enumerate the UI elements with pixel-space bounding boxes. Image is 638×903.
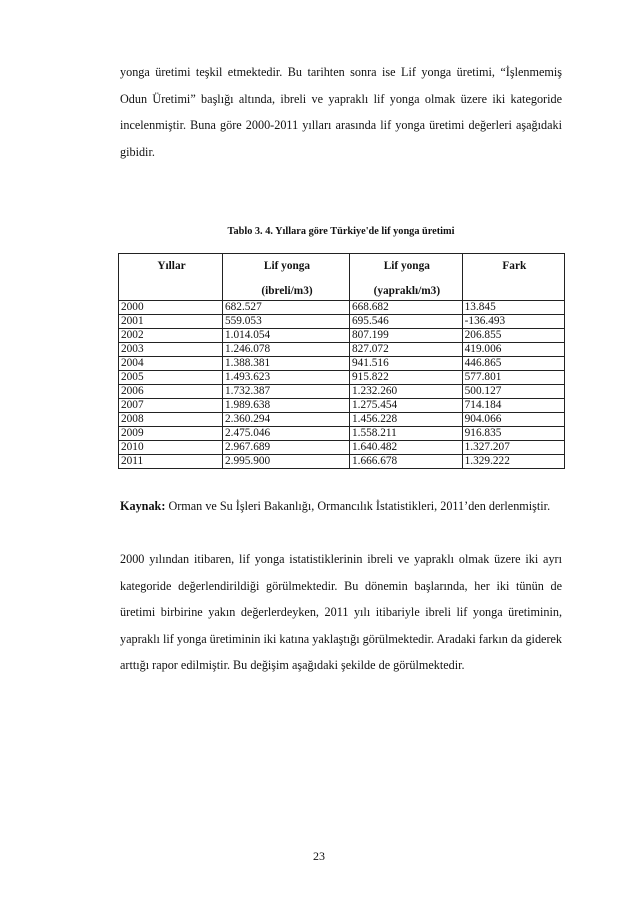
cell-year: 2003 [119,343,223,357]
cell-yaprakli: 668.682 [350,301,463,315]
table-row [119,427,565,441]
cell-fark: 419.006 [462,343,564,357]
table-body [119,301,565,469]
cell-ibreli: 2.475.046 [223,427,350,441]
cell-yaprakli: 807.199 [350,329,463,343]
header-fark: Fark [462,254,564,301]
header-ibreli [223,254,350,301]
cell-year: 2011 [119,455,223,469]
table-row [119,343,565,357]
table-row [119,357,565,371]
source-text: Orman ve Su İşleri Bakanlığı, Ormancılık İstatistikleri, 2011’den derlenmiştir. [165,499,551,513]
analysis-paragraph: 2000 yılından itibaren, lif yonga istatistiklerinin ibreli ve yapraklı olmak üzere iki ayrı kategoride değerlendirildiği görülmektedir. Bu dönemin başlarında, her iki tünün de üretimi birbirine yakın değerlerdeyken, 2011 yılı itibariyle ibreli lif yonga üretiminin, yapraklı lif yonga üretiminin iki katına yaklaştığı görülmektedir. Aradaki farkın da giderek arttığı rapor edilmiştir. Bu değişim aşağıdaki şekilde de görülmektedir. [120,552,563,672]
header-yaprakli-sub: (yapraklı/m3) [373,285,441,297]
cell-fark: 904.066 [462,413,564,427]
cell-ibreli: 1.014.054 [223,329,350,343]
table-row [119,315,565,329]
cell-ibreli: 2.360.294 [223,413,350,427]
cell-year: 2009 [119,427,223,441]
cell-yaprakli: 1.666.678 [350,455,463,469]
page-number: 23 [313,849,325,863]
cell-year: 2006 [119,385,223,399]
table-row [119,371,565,385]
source-note [120,493,562,520]
cell-yaprakli: 1.232.260 [350,385,463,399]
cell-year: 2005 [119,371,223,385]
cell-year: 2000 [119,301,223,315]
header-year: Yıllar [119,254,223,301]
cell-yaprakli: 941.516 [350,357,463,371]
header-ibreli-main: Lif yonga [263,260,311,272]
cell-year: 2007 [119,399,223,413]
cell-fark: 577.801 [462,371,564,385]
intro-paragraph: yonga üretimi teşkil etmektedir. Bu tarihten sonra ise Lif yonga üretimi, “İşlenmemiş Odun Üretimi” başlığı altında, ibreli ve yapraklı lif yonga olmak üzere iki kategoride incelenmiştir. Buna göre 2000-2011 yılları arasında lif yonga üretimi değerleri aşağıdaki gibidir. [120,65,562,159]
cell-yaprakli: 1.558.211 [350,427,463,441]
cell-ibreli: 1.246.078 [223,343,350,357]
cell-yaprakli: 695.546 [350,315,463,329]
cell-yaprakli: 1.275.454 [350,399,463,413]
cell-yaprakli: 1.456.228 [350,413,463,427]
source-label: Kaynak: [120,499,166,513]
table-row [119,329,565,343]
table-header-row [119,254,565,301]
cell-ibreli: 2.967.689 [223,441,350,455]
cell-year: 2008 [119,413,223,427]
production-table [118,253,565,469]
cell-ibreli: 2.995.900 [223,455,350,469]
header-yaprakli-main: Lif yonga [383,260,430,272]
cell-yaprakli: 827.072 [350,343,463,357]
table-row [119,385,565,399]
cell-year: 2001 [119,315,223,329]
table-row [119,455,565,469]
cell-year: 2010 [119,441,223,455]
table-row [119,413,565,427]
table-caption: Tablo 3. 4. Yıllara göre Türkiye'de lif yonga üretimi [227,226,455,237]
cell-fark: 1.329.222 [462,455,564,469]
cell-ibreli: 1.493.623 [223,371,350,385]
cell-fark: 206.855 [462,329,564,343]
table-row [119,399,565,413]
table-row [119,441,565,455]
cell-ibreli: 682.527 [223,301,350,315]
cell-fark: 1.327.207 [462,441,564,455]
header-yaprakli [350,254,463,301]
cell-year: 2004 [119,357,223,371]
cell-ibreli: 1.989.638 [223,399,350,413]
cell-ibreli: 1.732.387 [223,385,350,399]
cell-yaprakli: 1.640.482 [350,441,463,455]
cell-fark: 13.845 [462,301,564,315]
cell-yaprakli: 915.822 [350,371,463,385]
cell-fark: 714.184 [462,399,564,413]
cell-fark: -136.493 [462,315,564,329]
header-ibreli-sub: (ibreli/m3) [261,285,313,297]
cell-fark: 446.865 [462,357,564,371]
cell-fark: 500.127 [462,385,564,399]
cell-ibreli: 559.053 [223,315,350,329]
cell-year: 2002 [119,329,223,343]
cell-fark: 916.835 [462,427,564,441]
table-row [119,301,565,315]
cell-ibreli: 1.388.381 [223,357,350,371]
